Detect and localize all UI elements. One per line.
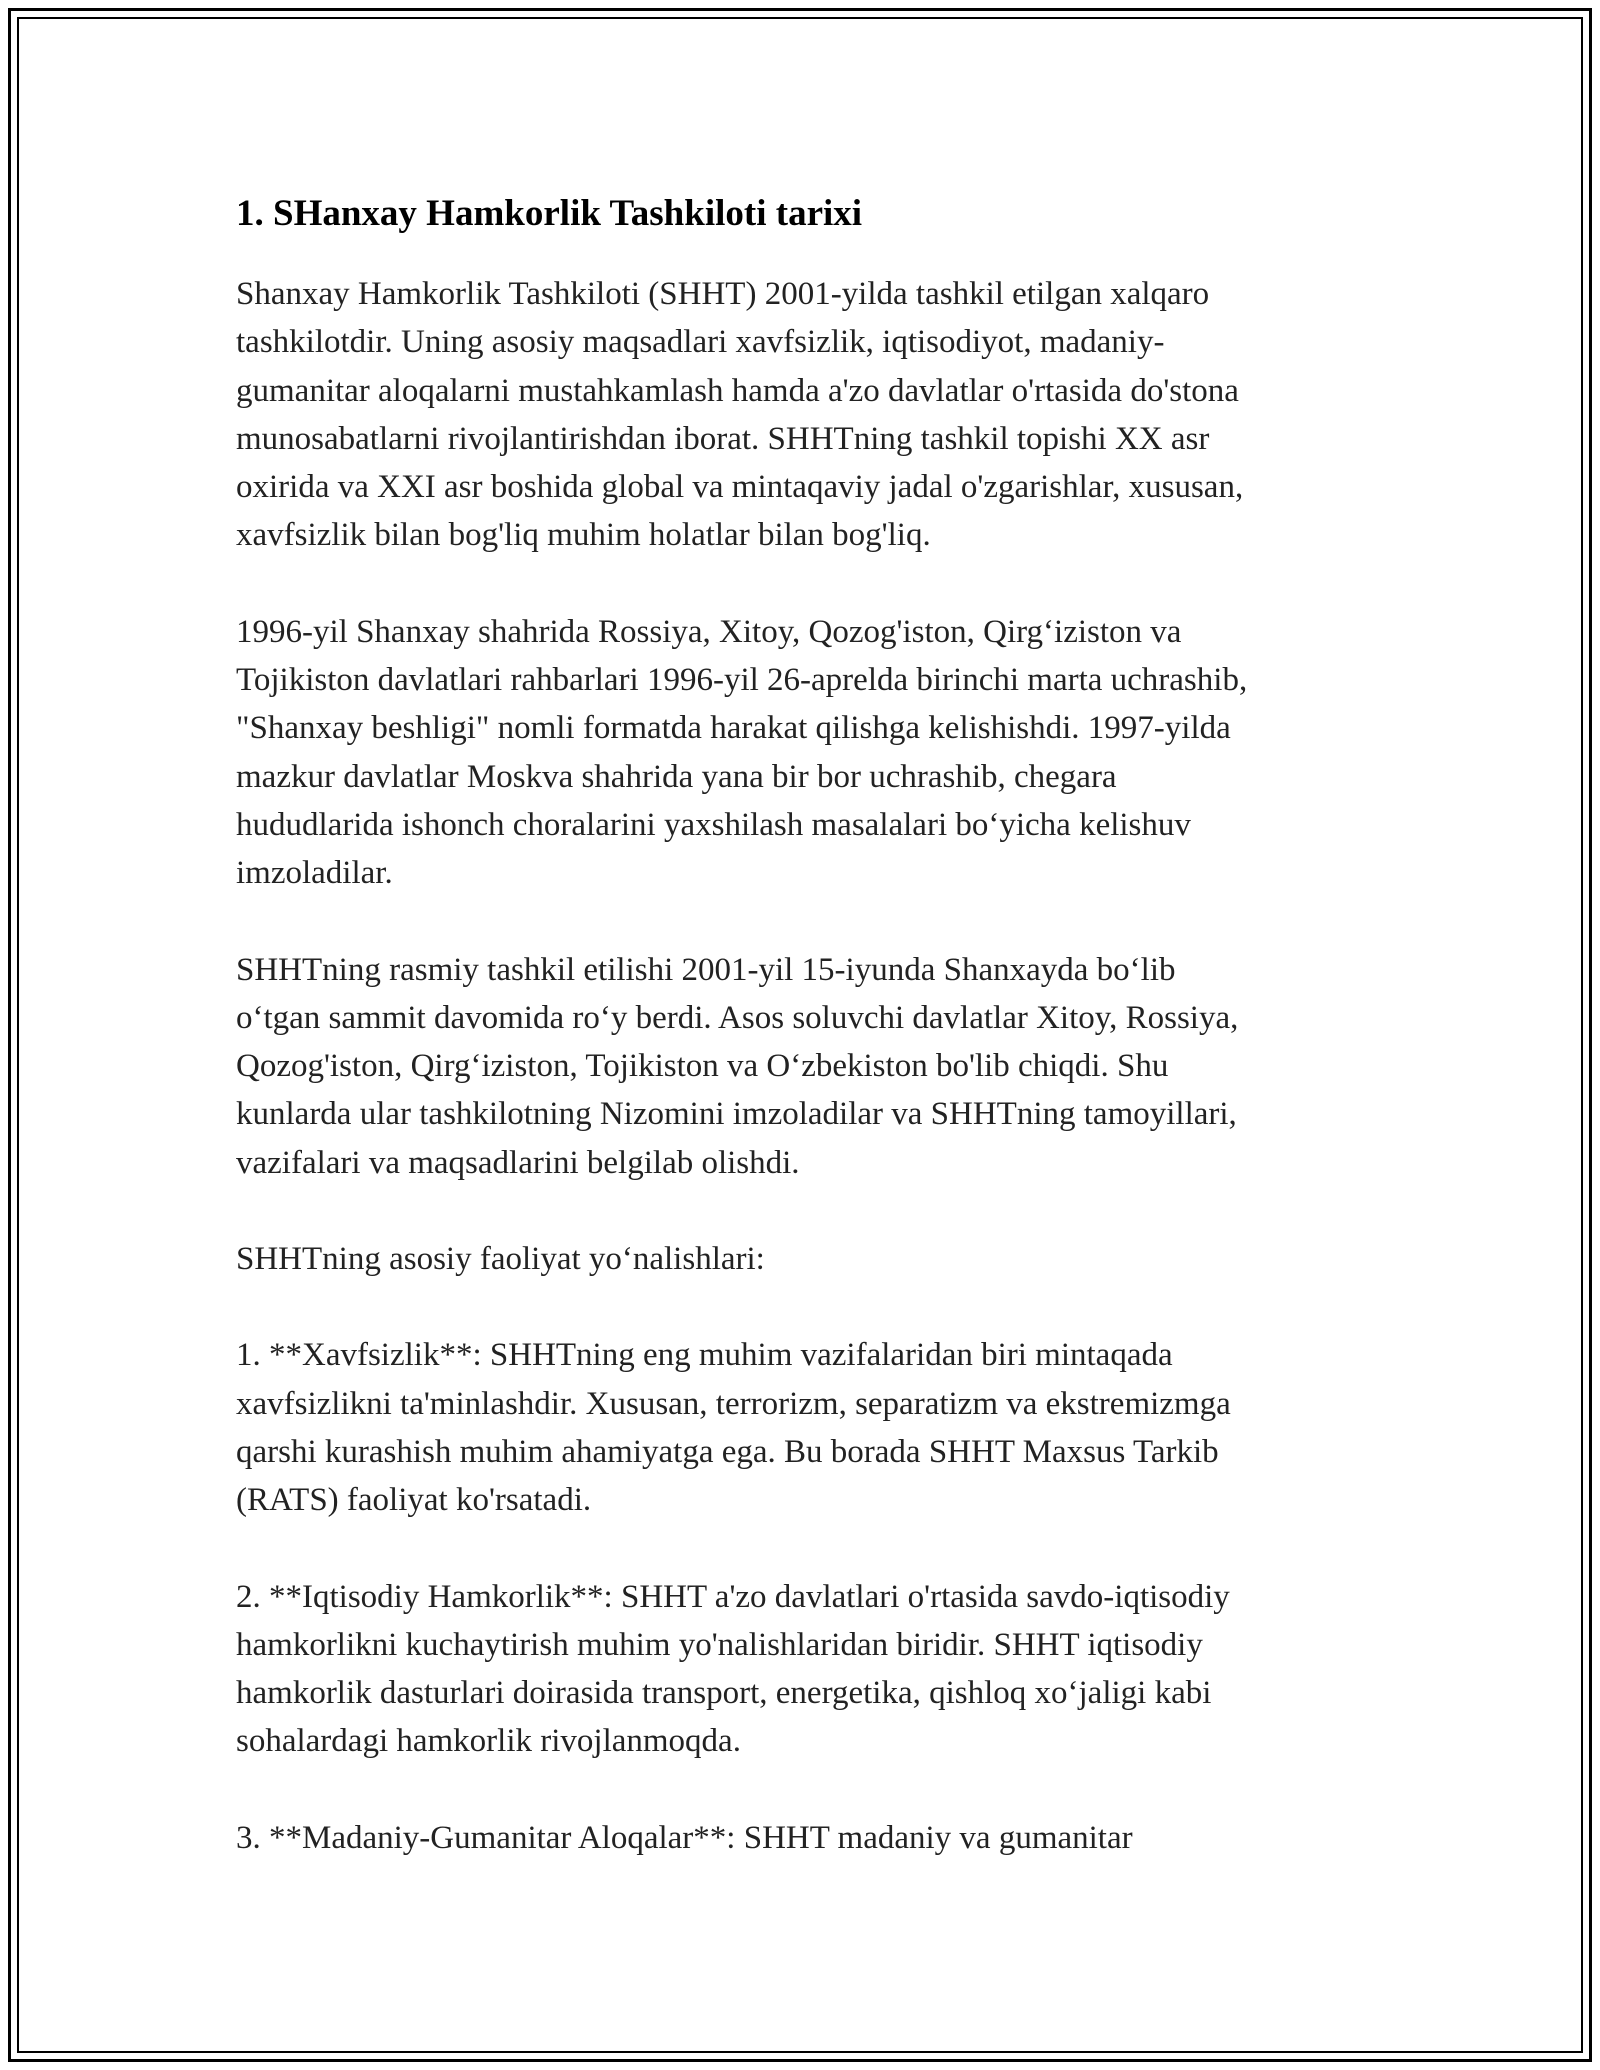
list-item-economic: 2. **Iqtisodiy Hamkorlik**: SHHT a'zo davlatlari o'rtasida savdo-iqtisodiy hamkorlikni kuchaytirish muhim yo'nalishlaridan biridir. SHHT iqtisodiy hamkorlik dasturlari doirasida transport, energetika, qishloq xo‘jaligi kabi sohalardagi hamkorlik rivojlanmoqda. bbox=[236, 1578, 1230, 1760]
paragraph-shanghai-five: 1996-yil Shanxay shahrida Rossiya, Xitoy, Qozog'iston, Qirg‘iziston va Tojikiston davlatlari rahbarlari 1996-yil 26-aprelda birinchi marta uchrashib, "Shanxay beshligi" nomli formatda harakat qilishga kelishishdi. 1997-yilda mazkur davlatlar Moskva shahrida yana bir bor uchrashib, chegara hududlarida ishonch choralarini yaxshilash masalalari bo‘yicha kelishuv imzoladilar. bbox=[236, 613, 1248, 892]
document-body bbox=[236, 186, 1376, 1910]
paragraph-directions-heading: SHHTning asosiy faoliyat yo‘nalishlari: bbox=[236, 1241, 765, 1278]
paragraph-founding: SHHTning rasmiy tashkil etilishi 2001-yil 15-iyunda Shanxayda bo‘lib o‘tgan sammit davomida ro‘y berdi. Asos soluvchi davlatlar Xitoy, Rossiya, Qozog'iston, Qirg‘iziston, Tojikiston va O‘zbekiston bo'lib chiqdi. Shu kunlarda ular tashkilotning Nizomini imzoladilar va SHHTning tamoyillari, vazifalari va maqsadlarini belgilab olishdi. bbox=[236, 951, 1239, 1181]
list-item-security: 1. **Xavfsizlik**: SHHTning eng muhim vazifalaridan biri mintaqada xavfsizlikni ta'minlashdir. Xususan, terrorizm, separatizm va ekstremizmga qarshi kurashish muhim ahamiyatga ega. Bu borada SHHT Maxsus Tarkib (RATS) faoliyat ko'rsatadi. bbox=[236, 1337, 1231, 1519]
paragraph-intro: Shanxay Hamkorlik Tashkiloti (SHHT) 2001-yilda tashkil etilgan xalqaro tashkilotdir. Uning asosiy maqsadlari xavfsizlik, iqtisodiyot, madaniy- gumanitar aloqalarni mustahkamlash hamda a'zo davlatlar o'rtasida do'stona munosabatlarni rivojlantirishdan iborat. SHHTning tashkil topishi XX asr oxirida va XXI asr boshida global va mintaqaviy jadal o'zgarishlar, xususan, xavfsizlik bilan bog'liq muhim holatlar bilan bog'liq. bbox=[236, 276, 1244, 554]
list-item-cultural: 3. **Madaniy-Gumanitar Aloqalar**: SHHT madaniy va gumanitar bbox=[236, 1819, 1133, 1856]
document-title: 1. SHanxay Hamkorlik Tashkiloti tarixi bbox=[236, 193, 863, 234]
